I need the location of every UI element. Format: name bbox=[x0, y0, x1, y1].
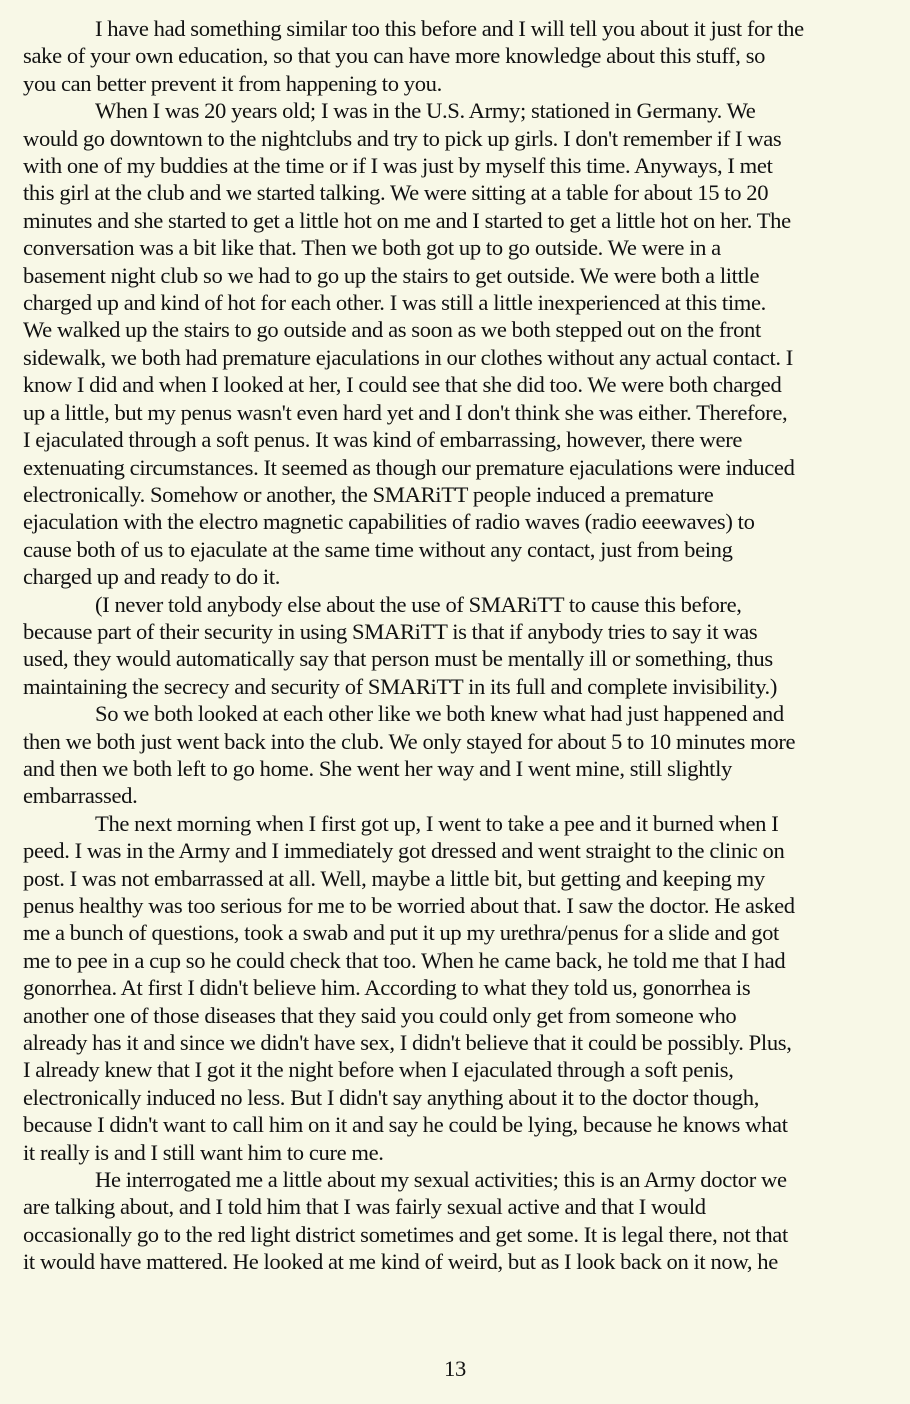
text-line: ejaculation with the electro magnetic capabilities of radio waves (radio eeewaves) to bbox=[23, 509, 755, 535]
text-line: When I was 20 years old; I was in the U.S. Army; stationed in Germany. We bbox=[95, 98, 756, 124]
text-line: He interrogated me a little about my sexual activities; this is an Army doctor we bbox=[95, 1167, 787, 1193]
text-line: know I did and when I looked at her, I could see that she did too. We were both charged bbox=[23, 372, 782, 398]
text-line: basement night club so we had to go up the stairs to get outside. We were both a little bbox=[23, 262, 760, 288]
text-line: electronically induced no less. But I didn't say anything about it to the doctor though, bbox=[23, 1084, 760, 1110]
text-line: conversation was a bit like that. Then we both got up to go outside. We were in a bbox=[23, 235, 721, 261]
text-line: another one of those diseases that they said you could only get from someone who bbox=[23, 1002, 737, 1028]
text-line: me a bunch of questions, took a swab and put it up my urethra/penus for a slide and got bbox=[23, 920, 779, 946]
text-line: I already knew that I got it the night before when I ejaculated through a soft penis, bbox=[23, 1057, 734, 1083]
text-line: charged up and ready to do it. bbox=[23, 564, 281, 590]
text-line: I ejaculated through a soft penus. It was kind of embarrassing, however, there were bbox=[23, 427, 743, 453]
text-line: gonorrhea. At first I didn't believe him. According to what they told us, gonorrhea is bbox=[23, 975, 751, 1001]
text-line: and then we both left to go home. She went her way and I went mine, still slightly bbox=[23, 755, 732, 781]
text-line: sake of your own education, so that you can have more knowledge about this stuff, so bbox=[23, 43, 766, 69]
text-line: you can better prevent it from happening to you. bbox=[23, 70, 442, 96]
text-line: would go downtown to the nightclubs and try to pick up girls. I don't remember if I was bbox=[23, 125, 782, 151]
page-number: 13 bbox=[444, 1356, 466, 1381]
text-line: with one of my buddies at the time or if I was just by myself this time. Anyways, I met bbox=[23, 153, 773, 179]
text-line: extenuating circumstances. It seemed as though our premature ejaculations were induced bbox=[23, 454, 795, 480]
text-line: maintaining the secrecy and security of SMARiTT in its full and complete invisibility.) bbox=[23, 673, 778, 699]
text-line: then we both just went back into the club. We only stayed for about 5 to 10 minutes more bbox=[23, 728, 796, 754]
text-line: because I didn't want to call him on it and say he could be lying, because he knows what bbox=[23, 1112, 788, 1138]
text-line: peed. I was in the Army and I immediately got dressed and went straight to the clinic on bbox=[23, 838, 785, 864]
text-line: cause both of us to ejaculate at the same time without any contact, just from being bbox=[23, 536, 733, 562]
paragraph-6 bbox=[23, 1166, 893, 1276]
text-line: The next morning when I first got up, I went to take a pee and it burned when I bbox=[95, 810, 779, 836]
text-line: it would have mattered. He looked at me kind of weird, but as I look back on it now, he bbox=[23, 1249, 778, 1275]
text-line: (I never told anybody else about the use of SMARiTT to cause this before, bbox=[95, 591, 742, 617]
text-line: this girl at the club and we started talking. We were sitting at a table for about 15 to 20 bbox=[23, 180, 769, 206]
text-line: embarrassed. bbox=[23, 783, 138, 809]
document-page bbox=[23, 15, 893, 1276]
text-line: electronically. Somehow or another, the SMARiTT people induced a premature bbox=[23, 481, 714, 507]
paragraph-3 bbox=[23, 591, 893, 701]
text-line: because part of their security in using SMARiTT is that if anybody tries to say it was bbox=[23, 618, 758, 644]
text-line: used, they would automatically say that person must be mentally ill or something, thus bbox=[23, 646, 773, 672]
paragraph-2 bbox=[23, 97, 893, 590]
text-line: minutes and she started to get a little hot on me and I started to get a little hot on her. The bbox=[23, 207, 791, 233]
paragraph-1 bbox=[23, 15, 893, 97]
text-line: are talking about, and I told him that I was fairly sexual active and that I would bbox=[23, 1194, 706, 1220]
text-line: post. I was not embarrassed at all. Well, maybe a little bit, but getting and keeping my bbox=[23, 865, 765, 891]
text-line: me to pee in a cup so he could check that too. When he came back, he told me that I had bbox=[23, 947, 786, 973]
text-line: We walked up the stairs to go outside and as soon as we both stepped out on the front bbox=[23, 317, 761, 343]
text-line: charged up and kind of hot for each other. I was still a little inexperienced at this time. bbox=[23, 290, 766, 316]
text-line: already has it and since we didn't have sex, I didn't believe that it could be possibly. Plus, bbox=[23, 1030, 792, 1056]
text-line: sidewalk, we both had premature ejaculations in our clothes without any actual contact. I bbox=[23, 344, 793, 370]
text-line: up a little, but my penus wasn't even hard yet and I don't think she was either. Therefore, bbox=[23, 399, 788, 425]
text-line: occasionally go to the red light district sometimes and get some. It is legal there, not that bbox=[23, 1221, 788, 1247]
paragraph-4 bbox=[23, 700, 893, 810]
text-line: penus healthy was too serious for me to be worried about that. I saw the doctor. He asked bbox=[23, 893, 795, 918]
text-line: So we both looked at each other like we both knew what had just happened and bbox=[95, 701, 784, 727]
paragraph-5 bbox=[23, 810, 893, 1166]
text-line: I have had something similar too this before and I will tell you about it just for the bbox=[95, 16, 804, 41]
text-line: it really is and I still want him to cure me. bbox=[23, 1139, 384, 1165]
